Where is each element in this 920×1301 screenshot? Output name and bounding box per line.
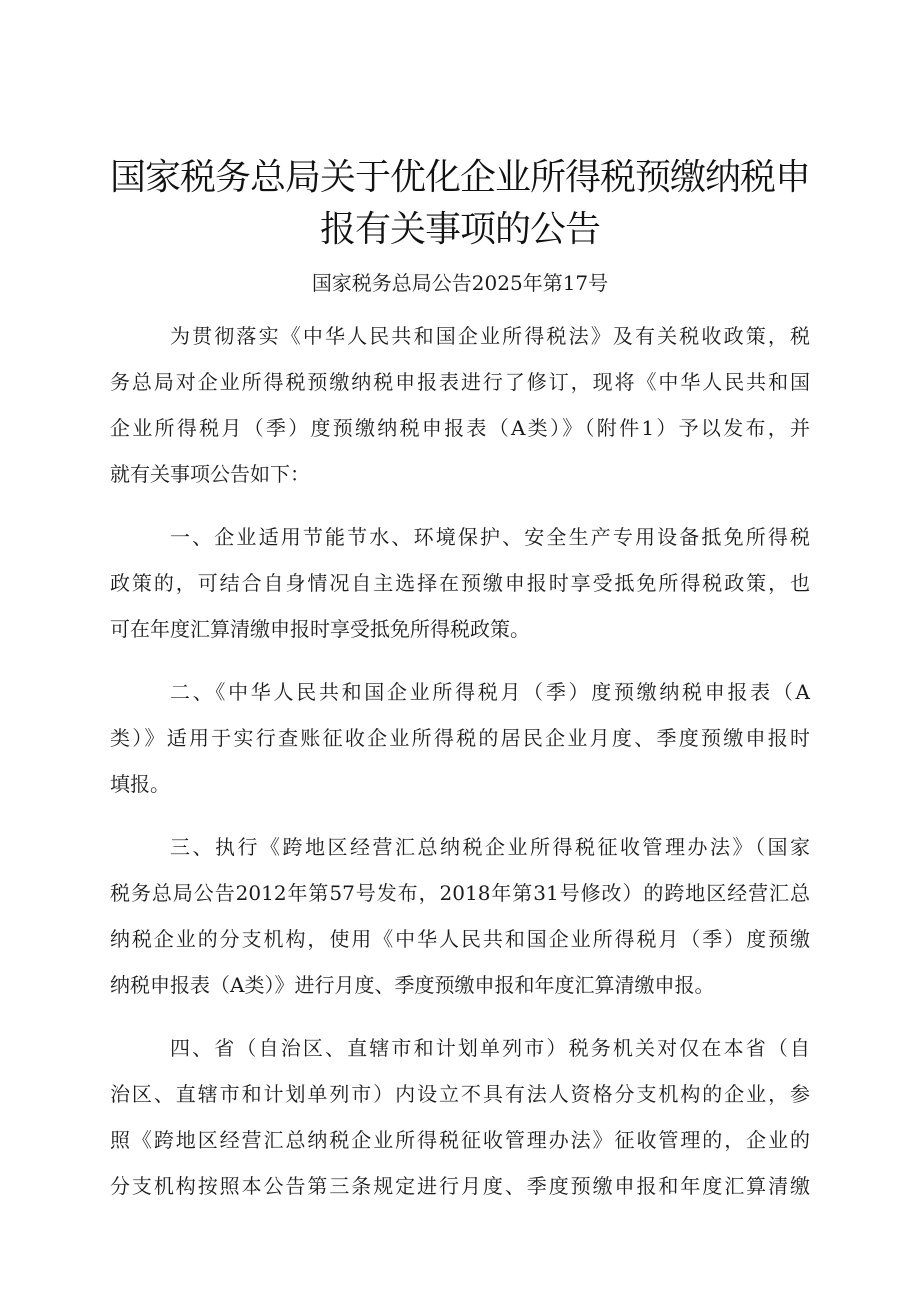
title-line: 国家税务总局关于优化企业所得税预缴纳税申	[110, 157, 811, 198]
paragraph-item-3	[110, 825, 810, 1009]
text-line: 纳税企业的分支机构，使用《中华人民共和国企业所得税月（季）度预缴	[110, 927, 810, 952]
paragraph-item-2	[110, 670, 810, 808]
text-line: 一、企业适用节能节水、环境保护、安全生产专用设备抵免所得税	[170, 525, 810, 550]
title-line: 报有关事项的公告	[319, 209, 600, 250]
paragraph-item-1	[110, 515, 810, 653]
text-line: 务总局对企业所得税预缴纳税申报表进行了修订，现将《中华人民共和国	[110, 369, 810, 394]
text-line: 为贯彻落实《中华人民共和国企业所得税法》及有关税收政策，税	[170, 324, 810, 348]
text-line: 照《跨地区经营汇总纳税企业所得税征收管理办法》征收管理的，企业的	[110, 1128, 810, 1153]
text-line: 三、执行《跨地区经营汇总纳税企业所得税征收管理办法》（国家	[170, 835, 810, 860]
text-line: 二、《中华人民共和国企业所得税月（季）度预缴纳税申报表（A	[170, 680, 810, 705]
text-line: 填报。	[110, 772, 170, 797]
text-line: 类）》适用于实行查账征收企业所得税的居民企业月度、季度预缴申报时	[110, 726, 810, 751]
text-line: 就有关事项公告如下：	[110, 461, 310, 486]
text-line: 企业所得税月（季）度预缴纳税申报表（A类）》（附件1）予以发布，并	[110, 415, 810, 440]
paragraph-item-4	[110, 1026, 810, 1210]
text-line: 可在年度汇算清缴申报时享受抵免所得税政策。	[110, 616, 530, 641]
document-body	[110, 314, 810, 1228]
paragraph-intro	[110, 314, 810, 498]
text-line: 纳税申报表（A类）》进行月度、季度预缴申报和年度汇算清缴申报。	[110, 973, 715, 998]
text-line: 政策的，可结合自身情况自主选择在预缴申报时享受抵免所得税政策，也	[110, 570, 810, 595]
text-line: 四、省（自治区、直辖市和计划单列市）税务机关对仅在本省（自	[170, 1036, 810, 1061]
text-line: 税务总局公告2012年第57号发布，2018年第31号修改）的跨地区经营汇总	[110, 881, 810, 906]
document-title	[110, 152, 810, 256]
announcement-number: 国家税务总局公告2025年第17号	[311, 271, 609, 295]
text-line: 分支机构按照本公告第三条规定进行月度、季度预缴申报和年度汇算清缴	[110, 1174, 810, 1199]
text-line: 治区、直辖市和计划单列市）内设立不具有法人资格分支机构的企业，参	[110, 1082, 810, 1107]
